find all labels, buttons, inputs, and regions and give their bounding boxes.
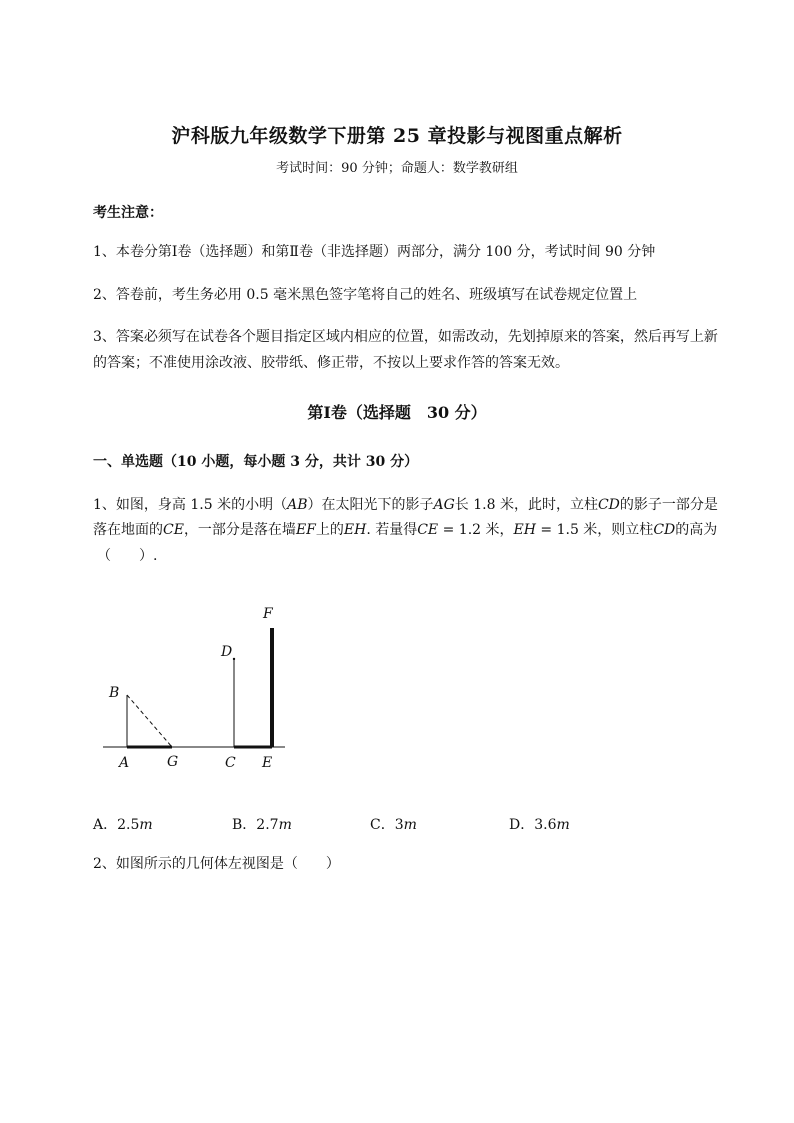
q1-text: 1、如图，身高 1.5 米的小明（	[93, 497, 288, 513]
q1-text: = 1.5 米，则立柱	[535, 522, 654, 538]
q1-text: 的影子一部分是	[619, 497, 718, 513]
notes-heading: 考生注意：	[93, 205, 163, 221]
q1-var: AG	[433, 497, 455, 513]
q1-var: CE	[417, 522, 439, 538]
q1-var: EF	[295, 522, 316, 538]
shadow-figure	[95, 598, 295, 778]
q1-var: CE	[163, 522, 184, 538]
option-c-label: C．3	[370, 817, 404, 833]
option-b[interactable]	[232, 814, 292, 834]
question-2: 2、如图所示的几何体左视图是（ ）	[93, 856, 340, 872]
question-1-blank: （ ）.	[97, 548, 158, 564]
q1-var: EH	[513, 522, 536, 538]
option-c-unit: m	[403, 817, 417, 833]
option-a-unit: m	[139, 817, 153, 833]
option-a[interactable]	[93, 814, 153, 834]
segment-bg-dashed	[127, 695, 172, 747]
option-d-unit: m	[556, 817, 570, 833]
label-b: B	[109, 685, 120, 701]
label-e: E	[262, 755, 273, 771]
q1-text: 的高为	[675, 522, 718, 538]
q1-text: . 若量得	[366, 522, 418, 538]
q1-var: CD	[597, 497, 620, 513]
label-d: D	[221, 644, 233, 660]
q1-text: ）在太阳光下的影子	[307, 497, 434, 513]
label-c: C	[225, 755, 236, 771]
q1-text: 落在地面的	[93, 522, 163, 538]
note-item-1: 1、本卷分第Ⅰ卷（选择题）和第Ⅱ卷（非选择题）两部分，满分 100 分，考试时间 90 分钟	[93, 244, 656, 260]
option-a-label: A．2.5	[93, 817, 140, 833]
point-d	[233, 658, 235, 660]
note-item-3-line-2: 的答案；不准使用涂改液、胶带纸、修正带，不按以上要求作答的答案无效。	[93, 355, 569, 371]
q1-text: 长 1.8 米，此时，立柱	[454, 497, 598, 513]
option-b-label: B．2.7	[232, 817, 279, 833]
note-item-3-line-1: 3、答案必须写在试卷各个题目指定区域内相应的位置，如需改动，先划掉原来的答案，然后再写上新	[93, 329, 718, 345]
option-d[interactable]	[509, 814, 570, 834]
q1-text: 上的	[315, 522, 344, 538]
q1-text: ，一部分是落在墙	[183, 522, 296, 538]
label-g: G	[167, 754, 179, 770]
q1-var: AB	[287, 497, 308, 513]
question-1-line-1	[93, 494, 718, 514]
page-title: 沪科版九年级数学下册第 25 章投影与视图重点解析	[171, 125, 623, 147]
label-f: F	[263, 606, 273, 622]
option-b-unit: m	[278, 817, 292, 833]
q1-var: EH	[343, 522, 367, 538]
option-c[interactable]	[370, 814, 417, 834]
label-a: A	[119, 755, 130, 771]
part-heading: 一、单选题（10 小题，每小题 3 分，共计 30 分）	[93, 454, 419, 470]
q1-var: CD	[653, 522, 676, 538]
question-1-line-2	[93, 519, 717, 539]
q1-text: = 1.2 米，	[438, 522, 514, 538]
option-d-label: D．3.6	[509, 817, 557, 833]
exam-info: 考试时间：90 分钟；命题人：数学教研组	[276, 161, 518, 176]
note-item-2: 2、答卷前，考生务必用 0.5 毫米黑色签字笔将自己的姓名、班级填写在试卷规定位置上	[93, 287, 638, 303]
section-title: 第Ⅰ卷（选择题 30 分）	[307, 403, 487, 422]
